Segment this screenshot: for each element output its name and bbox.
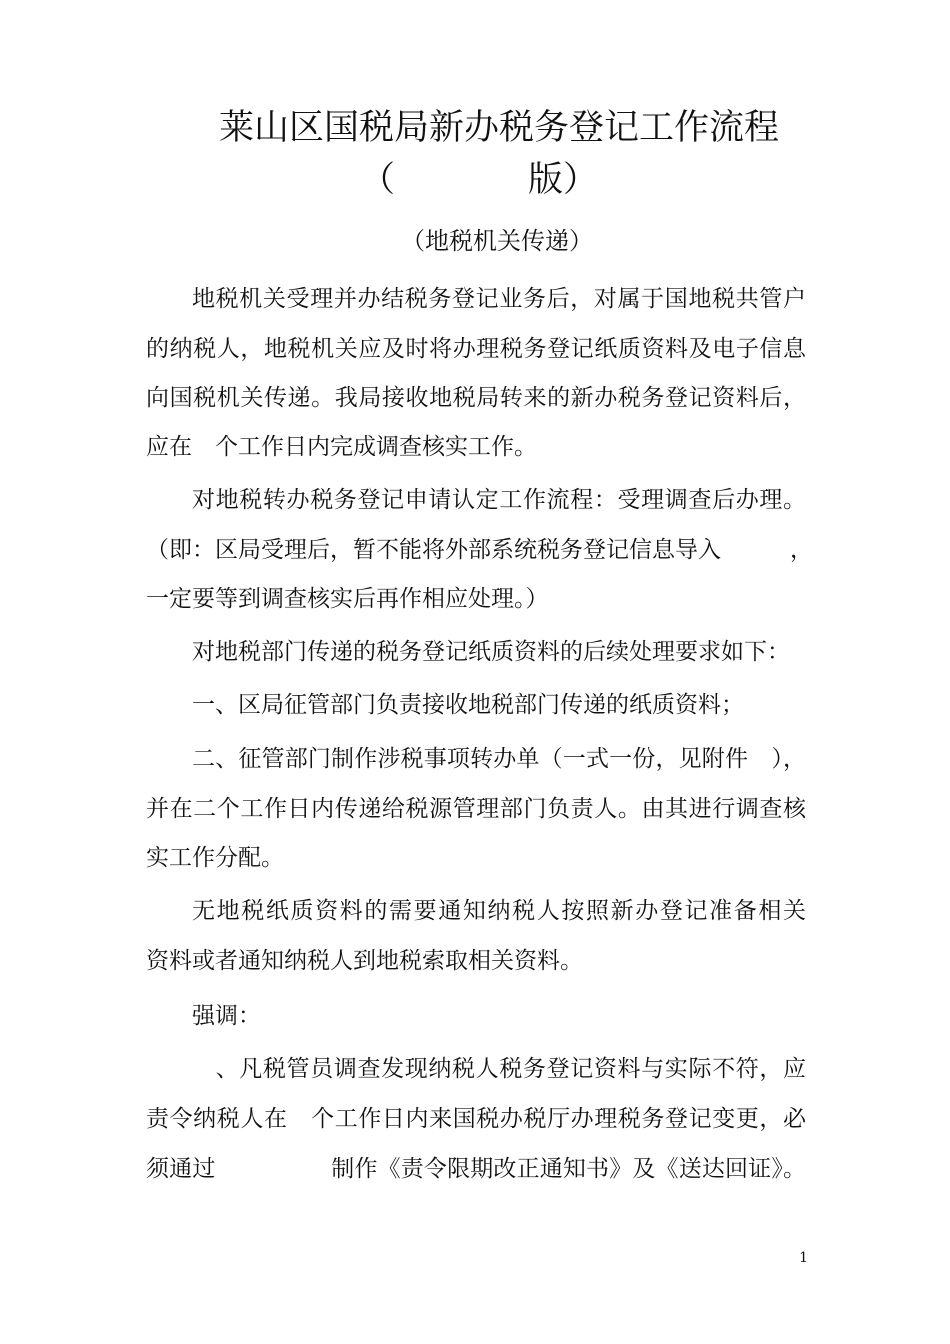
paragraph-line: 须通过 制作《责令限期改正通知书》及《送达回证》。 xyxy=(146,1156,806,1182)
paragraph-line: 资料或者通知纳税人到地税索取相关资料。 xyxy=(146,948,583,974)
paragraph-line: 无地税纸质资料的需要通知纳税人按照新办登记准备相关 xyxy=(192,898,806,924)
title-version-label: 版） xyxy=(528,160,599,200)
paragraph-line: 责令纳税人在 个工作日内来国税办税厅办理税务登记变更，必 xyxy=(146,1106,806,1132)
paragraph-line: 一定要等到调查核实后再作相应处理。） xyxy=(146,586,549,612)
paragraph-line: 对地税转办税务登记申请认定工作流程：受理调查后办理。 xyxy=(192,487,806,513)
paragraph-line: 强调： xyxy=(192,1003,261,1029)
paragraph-line: 、凡税管员调查发现纳税人税务登记资料与实际不符，应 xyxy=(192,1056,806,1082)
paragraph-line: 并在二个工作日内传递给税源管理部门负责人。由其进行调查核 xyxy=(146,796,806,822)
document-subtitle: （地税机关传递） xyxy=(401,227,593,255)
paragraph-line: 对地税部门传递的税务登记纸质资料的后续处理要求如下： xyxy=(192,639,790,665)
page-number: 1 xyxy=(799,1250,808,1266)
title-paren-open: （ xyxy=(360,160,396,200)
paragraph-line: 地税机关受理并办结税务登记业务后，对属于国地税共管户 xyxy=(192,286,806,312)
paragraph-line: 实工作分配。 xyxy=(146,845,284,871)
paragraph-line: 应在 个工作日内完成调查核实工作。 xyxy=(146,434,537,460)
paragraph-line: 向国税机关传递。我局接收地税局转来的新办税务登记资料后， xyxy=(146,385,806,411)
paragraph-line: 二、征管部门制作涉税事项转办单（一式一份，见附件 ）， xyxy=(192,746,806,772)
paragraph-line: 一、区局征管部门负责接收地税部门传递的纸质资料； xyxy=(192,692,744,718)
document-title: 莱山区国税局新办税务登记工作流程 xyxy=(218,108,779,148)
paragraph-line: （即：区局受理后，暂不能将外部系统税务登记信息导入 ， xyxy=(146,537,813,563)
paragraph-line: 的纳税人，地税机关应及时将办理税务登记纸质资料及电子信息 xyxy=(146,336,806,362)
